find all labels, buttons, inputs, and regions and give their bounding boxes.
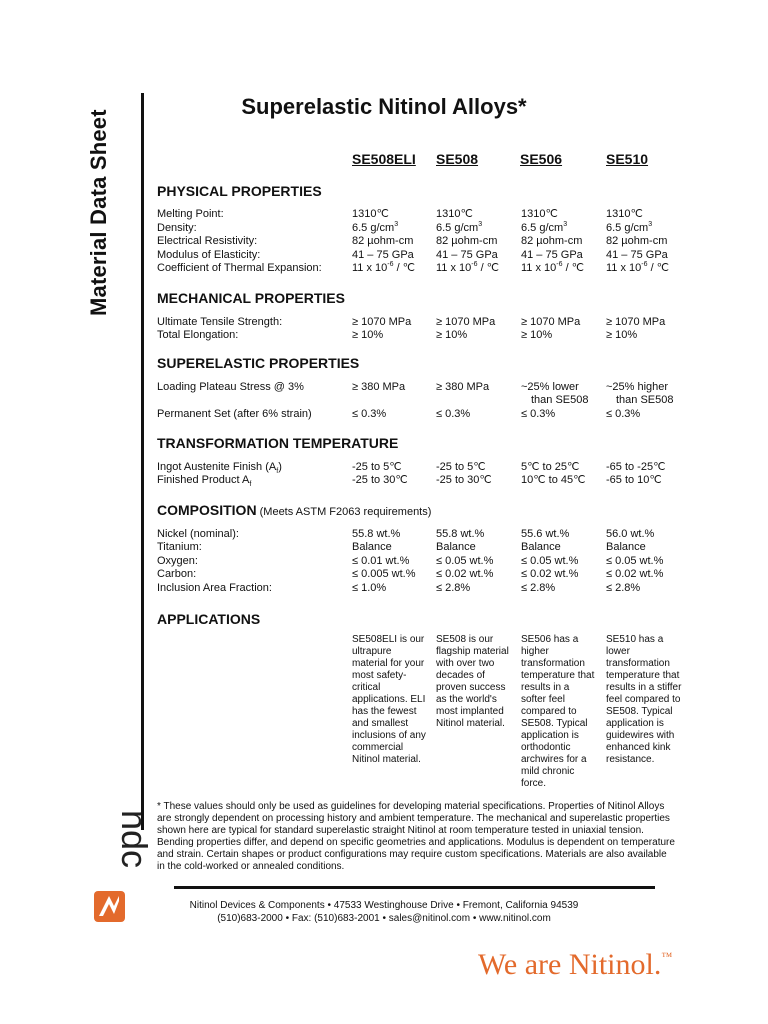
- svg-text:ndc: ndc: [114, 810, 155, 869]
- address-line-2: (510)683-2000 • Fax: (510)683-2001 • sales@nitinol.com • www.nitinol.com: [217, 912, 551, 924]
- label-elongation: Total Elongation:: [157, 329, 239, 341]
- value-cte: 11 x $10^{-6}$ / ℃: [352, 261, 416, 274]
- label-plateau-stress: Loading Plateau Stress @ 3%: [157, 381, 304, 393]
- footnote: * These values should only be used as guidelines for developing material specifications. Properties of Nitinol Alloys are strongly dependent on processing history and ambient temperature. The mechanical and superelastic properties shown here are typical for standard superelastic straight Nitinol at room temperature tested in uniaxial tension. Bending properties differ, and depend on specific geometries and applications. Modulus is dependent on temperature and strain. Certain shapes or product configurations may require custom specifications. Materials are also available in the cold-worked or annealed conditions.: [157, 801, 675, 873]
- value-resistivity: 82 µohm-cm: [436, 235, 498, 247]
- label-melting-point: Melting Point:: [157, 208, 224, 220]
- value-set-se508: ≤ 0.3%: [436, 408, 471, 420]
- vertical-sheet-title: Material Data Sheet: [86, 109, 111, 316]
- value-carbon: ≤ 0.005 wt.%: [352, 568, 416, 580]
- value-oxygen: ≤ 0.05 wt.%: [436, 555, 494, 567]
- value-density: 6.5 $g/cm^3$: [606, 221, 653, 234]
- brand-slogan: We are Nitinol.™: [478, 948, 673, 981]
- value-carbon: ≤ 0.02 wt.%: [606, 568, 664, 580]
- application-text-se510: SE510 has a lower transformation temperature that results in a stiffer feel compared to SE508. Typical application is guidewires with enhanced kink resistance.: [606, 634, 682, 765]
- address-line-1: Nitinol Devices & Components • 47533 Westinghouse Drive • Fremont, California 94539: [189, 900, 579, 911]
- section-heading-applications: APPLICATIONS: [157, 611, 261, 627]
- section-heading-composition: COMPOSITION (Meets ASTM F2063 requirements): [157, 502, 432, 518]
- value-elong-se506: ≥ 10%: [521, 329, 553, 341]
- value-ingot-se508eli: -25 to 5℃: [352, 461, 402, 473]
- label-cte: Coefficient of Thermal Expansion:: [157, 262, 322, 274]
- value-oxygen: ≤ 0.01 wt.%: [352, 555, 410, 567]
- application-text-se506: SE506 has a higher transformation temperature that results in a softer feel compared to SE508. Typical application is orthodontic archwires for a mild chronic force.: [521, 634, 595, 789]
- value-melting: 1310℃: [436, 208, 473, 220]
- value-cte: 11 x $10^{-6}$ / ℃: [521, 261, 585, 274]
- value-titanium: Balance: [436, 541, 476, 553]
- value-ingot-se510: -65 to -25℃: [606, 461, 666, 473]
- value-set-se506: ≤ 0.3%: [521, 408, 556, 420]
- label-carbon: Carbon:: [157, 568, 197, 580]
- label-resistivity: Electrical Resistivity:: [157, 235, 258, 247]
- value-resistivity: 82 µohm-cm: [606, 235, 668, 247]
- label-ingot-af: Ingot Austenite Finish $(A_f)$: [157, 461, 282, 476]
- value-elong-se508: ≥ 10%: [436, 329, 468, 341]
- value-finished-se508eli: -25 to 30℃: [352, 474, 408, 486]
- value-carbon: ≤ 0.02 wt.%: [521, 568, 579, 580]
- value-density: 6.5 $g/cm^3$: [436, 221, 483, 234]
- value-titanium: Balance: [521, 541, 561, 553]
- value-titanium: Balance: [352, 541, 392, 553]
- value-nickel: 55.8 wt.%: [436, 528, 485, 540]
- value-density: 6.5 $g/cm^3$: [521, 221, 568, 234]
- label-oxygen: Oxygen:: [157, 555, 198, 567]
- value-titanium: Balance: [606, 541, 646, 553]
- application-text-se508: SE508 is our flagship material with over two decades of proven success as the world's most implanted Nitinol material.: [436, 634, 509, 729]
- column-header-se508eli: SE508ELI: [352, 151, 416, 167]
- value-elong-se510: ≥ 10%: [606, 329, 638, 341]
- value-nickel: 55.6 wt.%: [521, 528, 570, 540]
- value-oxygen: ≤ 0.05 wt.%: [606, 555, 664, 567]
- value-finished-se510: -65 to 10℃: [606, 474, 662, 486]
- section-heading-transformation: TRANSFORMATION TEMPERATURE: [157, 435, 399, 451]
- label-density: Density:: [157, 222, 197, 234]
- value-oxygen: ≤ 0.05 wt.%: [521, 555, 579, 567]
- value-melting: 1310℃: [352, 208, 389, 220]
- sidebar-rule: [141, 93, 144, 830]
- section-heading-physical: PHYSICAL PROPERTIES: [157, 183, 322, 199]
- value-plateau-se508: ≥ 380 MPa: [436, 381, 490, 393]
- company-address: [0, 900, 768, 925]
- column-header-se506: SE506: [520, 151, 563, 167]
- value-ingot-se508: -25 to 5℃: [436, 461, 486, 473]
- value-modulus: 41 – 75 GPa: [521, 249, 583, 261]
- label-inclusion: Inclusion Area Fraction:: [157, 582, 272, 594]
- section-heading-superelastic: SUPERELASTIC PROPERTIES: [157, 355, 360, 371]
- value-plateau-sub-se506: than SE508: [531, 394, 589, 406]
- value-carbon: ≤ 0.02 wt.%: [436, 568, 494, 580]
- value-modulus: 41 – 75 GPa: [352, 249, 414, 261]
- value-inclusion: ≤ 2.8%: [606, 582, 641, 594]
- column-header-se508: SE508: [436, 151, 479, 167]
- column-header-se510: SE510: [606, 151, 649, 167]
- value-plateau-se508eli: ≥ 380 MPa: [352, 381, 406, 393]
- value-modulus: 41 – 75 GPa: [436, 249, 498, 261]
- value-plateau-sub-se510: than SE508: [616, 394, 674, 406]
- value-uts-se506: ≥ 1070 MPa: [521, 316, 581, 328]
- value-finished-se506: 10℃ to 45℃: [521, 474, 586, 486]
- label-modulus: Modulus of Elasticity:: [157, 249, 261, 261]
- value-nickel: 55.8 wt.%: [352, 528, 401, 540]
- value-density: 6.5 $g/cm^3$: [352, 221, 399, 234]
- value-resistivity: 82 µohm-cm: [352, 235, 414, 247]
- value-modulus: 41 – 75 GPa: [606, 249, 668, 261]
- application-text-se508eli: SE508ELI is our ultrapure material for your most safety-critical applications. ELI has the fewest and smallest inclusions of any commercial Nitinol material.: [352, 634, 426, 765]
- value-ingot-se506: 5℃ to 25℃: [521, 461, 580, 473]
- value-plateau-se506: ~25% lower: [521, 381, 579, 393]
- value-uts-se508: ≥ 1070 MPa: [436, 316, 496, 328]
- section-heading-mechanical: MECHANICAL PROPERTIES: [157, 290, 345, 306]
- value-inclusion: ≤ 1.0%: [352, 582, 387, 594]
- page-title: Superelastic Nitinol Alloys*: [241, 94, 527, 119]
- value-uts-se510: ≥ 1070 MPa: [606, 316, 666, 328]
- value-melting: 1310℃: [606, 208, 643, 220]
- value-set-se508eli: ≤ 0.3%: [352, 408, 387, 420]
- value-resistivity: 82 µohm-cm: [521, 235, 583, 247]
- label-finished-af: Finished Product $A_f$: [157, 474, 252, 489]
- value-cte: 11 x $10^{-6}$ / ℃: [606, 261, 670, 274]
- value-set-se510: ≤ 0.3%: [606, 408, 641, 420]
- value-finished-se508: -25 to 30℃: [436, 474, 492, 486]
- value-nickel: 56.0 wt.%: [606, 528, 655, 540]
- label-nickel: Nickel (nominal):: [157, 528, 239, 540]
- value-plateau-se510: ~25% higher: [606, 381, 669, 393]
- label-permanent-set: Permanent Set (after 6% strain): [157, 408, 312, 420]
- value-elong-se508eli: ≥ 10%: [352, 329, 384, 341]
- value-cte: 11 x $10^{-6}$ / ℃: [436, 261, 500, 274]
- value-uts-se508eli: ≥ 1070 MPa: [352, 316, 412, 328]
- footer-rule: [174, 886, 655, 889]
- label-titanium: Titanium:: [157, 541, 202, 553]
- value-inclusion: ≤ 2.8%: [436, 582, 471, 594]
- value-melting: 1310℃: [521, 208, 558, 220]
- value-inclusion: ≤ 2.8%: [521, 582, 556, 594]
- label-uts: Ultimate Tensile Strength:: [157, 316, 283, 328]
